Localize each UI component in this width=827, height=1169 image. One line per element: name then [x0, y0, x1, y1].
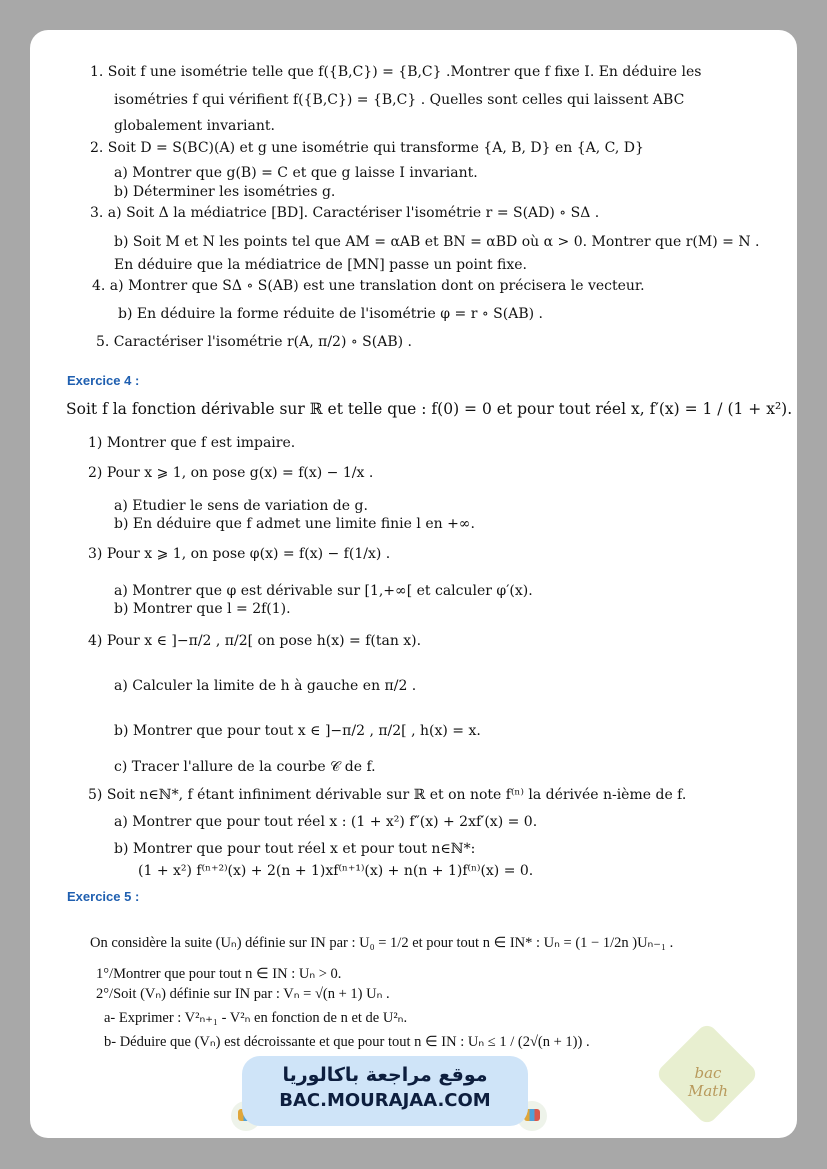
ex3-q3a: 3. a) Soit Δ la médiatrice [BD]. Caractériser l'isométrie r = S(AD) ∘ SΔ . [90, 205, 600, 221]
ex4-q3: 3) Pour x ⩾ 1, on pose φ(x) = f(x) − f(1/x) . [88, 546, 391, 562]
banner-arabic-title: موقع مراجعة باكالوريا [282, 1064, 488, 1086]
ex3-q1-line2: isométries f qui vérifient f({B,C}) = {B,C} . Quelles sont celles qui laissent ABC [114, 92, 685, 108]
ex4-q5: 5) Soit n∈ℕ*, f étant infiniment dérivable sur ℝ et on note f⁽ⁿ⁾ la dérivée n-ième de f. [88, 787, 687, 803]
ex3-q2: 2. Soit D = S(BC)(A) et g une isométrie qui transforme {A, B, D} en {A, C, D} [90, 140, 644, 156]
ex4-intro: Soit f la fonction dérivable sur ℝ et telle que : f(0) = 0 et pour tout réel x, f′(x) = 1 / (1 + x²). [66, 400, 793, 418]
ex4-q4: 4) Pour x ∈ ]−π/2 , π/2[ on pose h(x) = f(tan x). [88, 633, 422, 649]
exercise-4-title: Exercice 4 : [67, 373, 140, 388]
ex4-q3a: a) Montrer que φ est dérivable sur [1,+∞[ et calculer φ′(x). [114, 583, 533, 599]
ex5-intro: On considère la suite (Uₙ) définie sur IN par : U₀ = 1/2 et pour tout n ∈ IN* : Uₙ = (1 − 1/2n )Uₙ₋₁ . [90, 935, 674, 951]
ex4-q3b: b) Montrer que l = 2f(1). [114, 601, 291, 617]
ex4-q5a: a) Montrer que pour tout réel x : (1 + x²) f″(x) + 2xf′(x) = 0. [114, 814, 538, 830]
banner-url[interactable]: BAC.MOURAJAA.COM [279, 1090, 491, 1111]
ex4-q1: 1) Montrer que f est impaire. [88, 435, 296, 451]
ex5-q2b: b- Déduire que (Vₙ) est décroissante et que pour tout n ∈ IN : Uₙ ≤ 1 / (2√(n + 1)) . [104, 1034, 590, 1050]
ex4-q4a: a) Calculer la limite de h à gauche en π/2 . [114, 678, 417, 694]
bac-math-stamp-text: bac Math [688, 1064, 728, 1100]
ex4-q4b: b) Montrer que pour tout x ∈ ]−π/2 , π/2[ , h(x) = x. [114, 723, 481, 739]
ex3-q2a: a) Montrer que g(B) = C et que g laisse I invariant. [114, 165, 478, 181]
ex5-q2a: a- Exprimer : V²ₙ₊₁ - V²ₙ en fonction de n et de U²ₙ. [104, 1010, 408, 1026]
ex3-q4b: b) En déduire la forme réduite de l'isométrie φ = r ∘ S(AB) . [118, 306, 543, 322]
ex5-q2: 2°/Soit (Vₙ) définie sur IN par : Vₙ = √(n + 1) Uₙ . [96, 986, 390, 1002]
ex4-q5b-formula: (1 + x²) f⁽ⁿ⁺²⁾(x) + 2(n + 1)xf⁽ⁿ⁺¹⁾(x) + n(n + 1)f⁽ⁿ⁾(x) = 0. [138, 863, 534, 879]
ex3-q3b: b) Soit M et N les points tel que AM = αAB et BN = αBD où α > 0. Montrer que r(M) = N . [114, 234, 760, 250]
ex5-q1: 1°/Montrer que pour tout n ∈ IN : Uₙ > 0. [96, 966, 342, 982]
ex4-q2b: b) En déduire que f admet une limite finie l en +∞. [114, 516, 475, 532]
ex4-q2a: a) Etudier le sens de variation de g. [114, 498, 368, 514]
ex3-q1-line1: 1. Soit f une isométrie telle que f({B,C}) = {B,C} .Montrer que f fixe I. En déduire les [90, 64, 702, 80]
ex3-q4a: 4. a) Montrer que SΔ ∘ S(AB) est une translation dont on précisera le vecteur. [92, 278, 645, 294]
ex4-q2: 2) Pour x ⩾ 1, on pose g(x) = f(x) − 1/x . [88, 465, 374, 481]
document-page [30, 30, 797, 1138]
exercise-5-title: Exercice 5 : [67, 889, 140, 904]
ex4-q5b: b) Montrer que pour tout réel x et pour tout n∈ℕ*: [114, 841, 476, 857]
ex3-q1-line3: globalement invariant. [114, 118, 275, 134]
ex3-q3b-line2: En déduire que la médiatrice de [MN] passe un point fixe. [114, 257, 528, 273]
ex3-q5: 5. Caractériser l'isométrie r(A, π/2) ∘ S(AB) . [96, 334, 412, 350]
ex3-q2b: b) Déterminer les isométries g. [114, 184, 336, 200]
ex4-q4c: c) Tracer l'allure de la courbe 𝒞 de f. [114, 759, 376, 775]
site-banner[interactable] [242, 1056, 528, 1126]
